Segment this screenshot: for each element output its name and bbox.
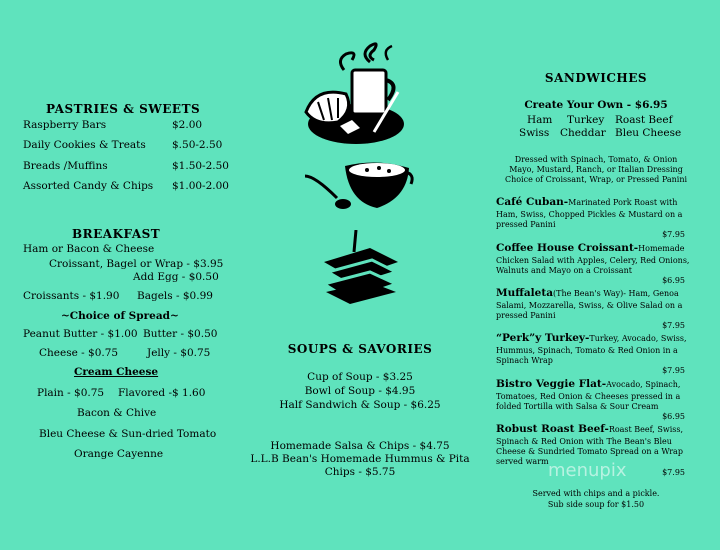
cream-cheese-flavor: Bleu Cheese & Sun-dried Tomato bbox=[39, 428, 217, 440]
sandwich-name: “Perk”y Turkey- bbox=[496, 332, 590, 344]
soup-bowl-icon bbox=[305, 158, 415, 216]
dressed-note: Choice of Croissant, Wrap, or Pressed Panini bbox=[504, 175, 688, 184]
sandwich-price: $7.95 bbox=[662, 230, 685, 240]
pastry-item-name: Assorted Candy & Chips bbox=[23, 180, 154, 192]
sandwich-icon bbox=[320, 230, 400, 305]
soup-item: Bowl of Soup - $4.95 bbox=[304, 385, 416, 397]
pastry-item-price: $1.00-2.00 bbox=[172, 180, 229, 192]
sandwich-desc: Homemade Chicken Salad with Apples, Celery, Red Onions, Walnuts and Mayo on a Croissant bbox=[496, 244, 690, 276]
sandwich-name: Muffaleta bbox=[496, 287, 554, 299]
breakfast-bagels: Bagels - $0.99 bbox=[137, 290, 213, 302]
breakfast-line: Croissant, Bagel or Wrap - $3.95 bbox=[49, 258, 224, 270]
breakfast-line: Ham or Bacon & Cheese bbox=[23, 243, 155, 255]
meat-option: Turkey bbox=[567, 114, 605, 126]
dressed-note: Dressed with Spinach, Tomato, & Onion bbox=[514, 155, 678, 164]
pastry-item-name: Breads /Muffins bbox=[23, 160, 108, 172]
sandwich-price: $7.95 bbox=[662, 321, 685, 331]
breakfast-croissants: Croissants - $1.90 bbox=[23, 290, 120, 302]
pastry-item-price: $1.50-2.50 bbox=[172, 160, 229, 172]
breakfast-line: Add Egg - $0.50 bbox=[133, 271, 219, 283]
savory-item: L.L.B Bean's Homemade Hummus & Pita bbox=[250, 453, 470, 465]
sandwich-name: Café Cuban- bbox=[496, 196, 569, 208]
sandwich-desc: Turkey, Avocado, Swiss, Hummus, Spinach, Tomato & Red Onion in a Spinach Wrap bbox=[496, 334, 687, 366]
watermark: menupix bbox=[548, 460, 627, 481]
cream-cheese-item: Plain - $0.75 bbox=[37, 387, 105, 399]
sandwich-name: Robust Roast Beef- bbox=[496, 423, 609, 435]
cheese-option: Swiss bbox=[519, 127, 550, 139]
soup-item: Half Sandwich & Soup - $6.25 bbox=[279, 399, 441, 411]
spread-item: Peanut Butter - $1.00 bbox=[23, 328, 138, 340]
sandwich-price: $6.95 bbox=[662, 276, 685, 286]
sandwich-price: $7.95 bbox=[662, 467, 685, 477]
savory-item: Homemade Salsa & Chips - $4.75 bbox=[270, 440, 450, 452]
cheese-option: Cheddar bbox=[560, 127, 606, 139]
spread-item: Cheese - $0.75 bbox=[39, 347, 119, 359]
coffee-pastry-icon bbox=[300, 40, 410, 148]
soup-item: Cup of Soup - $3.25 bbox=[307, 371, 413, 383]
sandwich-price: $7.95 bbox=[662, 366, 685, 376]
sandwich-footer: Sub side soup for $1.50 bbox=[547, 500, 645, 509]
pastry-item-price: $.50-2.50 bbox=[172, 139, 223, 151]
pastry-item-name: Daily Cookies & Treats bbox=[23, 139, 146, 151]
sandwich-desc: Roast Beef, Swiss, Spinach & Red Onion with The Bean's Bleu Cheese & Sundried Tomato Spread on a Wrap served warm bbox=[496, 425, 684, 467]
cream-cheese-title: Cream Cheese bbox=[74, 366, 159, 378]
sandwich-footer: Served with chips and a pickle. bbox=[532, 489, 660, 498]
sandwich-desc: (The Bean's Way)- Ham, Genoa Salami, Mozzarella, Swiss, & Olive Salad on a pressed Panini bbox=[496, 289, 683, 321]
sandwich-desc: Marinated Pork Roast with Ham, Swiss, Chopped Pickles & Mustard on a pressed Panini bbox=[496, 198, 683, 230]
breakfast-title: BREAKFAST bbox=[72, 227, 161, 241]
sandwich-item bbox=[496, 242, 701, 287]
spread-item: Jelly - $0.75 bbox=[147, 347, 211, 359]
cream-cheese-flavor: Bacon & Chive bbox=[77, 407, 157, 419]
sandwich-item bbox=[496, 196, 701, 241]
dressed-note: Mayo, Mustard, Ranch, or Italian Dressing bbox=[509, 165, 683, 174]
sandwich-item bbox=[496, 287, 701, 332]
pastry-item-price: $2.00 bbox=[172, 119, 203, 131]
create-own-title: Create Your Own - $6.95 bbox=[524, 99, 668, 111]
pastries-title: PASTRIES & SWEETS bbox=[46, 102, 201, 116]
sandwich-item bbox=[496, 332, 701, 377]
savory-item: Chips - $5.75 bbox=[324, 466, 396, 478]
sandwich-item bbox=[496, 378, 701, 423]
soups-title: SOUPS & SAVORIES bbox=[287, 342, 433, 356]
sandwich-price: $6.95 bbox=[662, 412, 685, 422]
cream-cheese-item: Flavored -$ 1.60 bbox=[118, 387, 206, 399]
sandwiches-title: SANDWICHES bbox=[544, 71, 648, 85]
meat-option: Roast Beef bbox=[615, 114, 673, 126]
spread-item: Butter - $0.50 bbox=[143, 328, 218, 340]
sandwich-name: Coffee House Croissant- bbox=[496, 242, 639, 254]
meat-option: Ham bbox=[527, 114, 553, 126]
cream-cheese-flavor: Orange Cayenne bbox=[74, 448, 164, 460]
spread-title: ~Choice of Spread~ bbox=[61, 310, 179, 322]
sandwich-desc: Avocado, Spinach, Tomatoes, Red Onion & Cheeses pressed in a folded Tortilla with Salsa & Sour Cream bbox=[496, 380, 681, 412]
cheese-option: Bleu Cheese bbox=[615, 127, 682, 139]
sandwich-name: Bistro Veggie Flat- bbox=[496, 378, 607, 390]
pastry-item-name: Raspberry Bars bbox=[23, 119, 107, 131]
